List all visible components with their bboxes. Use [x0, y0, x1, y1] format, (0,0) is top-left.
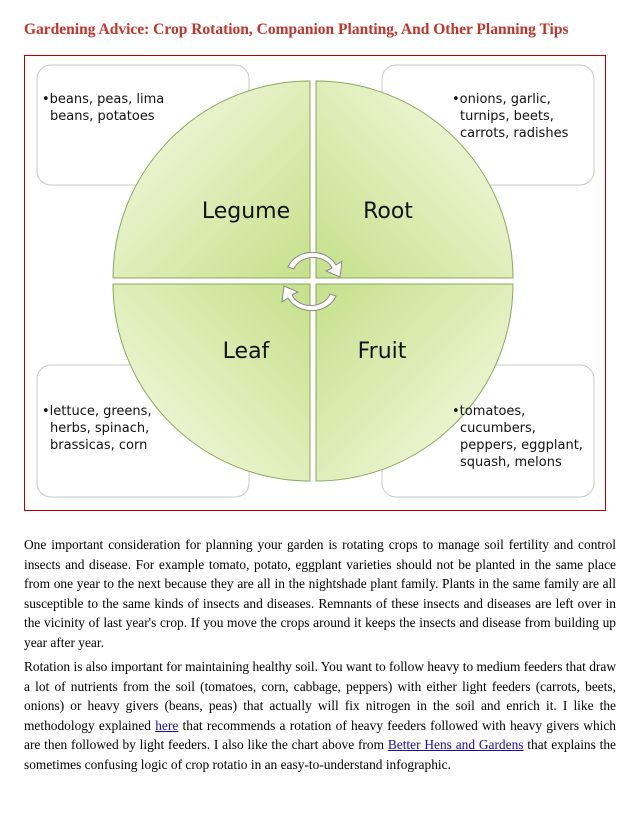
paragraph-2-text-b: that recommends a rotation of heavy feeders followed with heavy givers which are then followed by light feeders. I also like the chart above from — [24, 717, 617, 753]
leaf-items: •lettuce, greens, herbs, spinach, brassicas, corn — [42, 404, 152, 453]
paragraph-2-text-a: Rotation is also important for maintaining healthy soil. You want to follow heavy to medium feeders that draw a lot of nutrients from the soil (tomatoes, corn, cabbage, peppers) with either light feeders (carrots, beets, onions) or heavy givers (beans, peas) that actually will fix nitrogen in the soil and enrich it. I like the methodology explained — [24, 659, 616, 733]
leaf-label: Leaf — [222, 339, 270, 364]
paragraph-crop-rotation: One important consideration for planning your garden is rotating crops to manage soil fertility and control insects and disease. For example tomato, potato, eggplant varieties should not be planted in the same place from one year to the next because they are all in the nightshade plant family. Plants in the same family are all susceptible to the same kinds of insects and diseases. Remnants of these insects and diseases are left over in the vicinity of last year's crop. If you move the crops around it keeps the insects and disease from building up year after year. — [24, 537, 616, 650]
crop-rotation-infographic — [24, 55, 606, 511]
legume-label: Legume — [201, 199, 291, 224]
legume-items: •beans, peas, lima beans, potatoes — [42, 92, 165, 124]
root-items: •onions, garlic, turnips, beets, carrots, radishes — [452, 92, 569, 141]
paragraph-2-text-c: that explains the sometimes confusing logic of crop rotatio in an easy-to-understand infographic. — [24, 737, 617, 772]
better-hens-and-gardens-link[interactable]: Better Hens and Gardens — [387, 737, 524, 753]
here-link[interactable]: here — [155, 717, 179, 733]
root-label: Root — [363, 199, 413, 224]
fruit-label: Fruit — [357, 339, 407, 364]
fruit-items: •tomatoes, cucumbers, peppers, eggplant, squash, melons — [452, 404, 583, 470]
paragraph-soil-health — [24, 657, 616, 775]
page-title: Gardening Advice: Crop Rotation, Companion Planting, And Other Planning Tips — [24, 21, 569, 38]
